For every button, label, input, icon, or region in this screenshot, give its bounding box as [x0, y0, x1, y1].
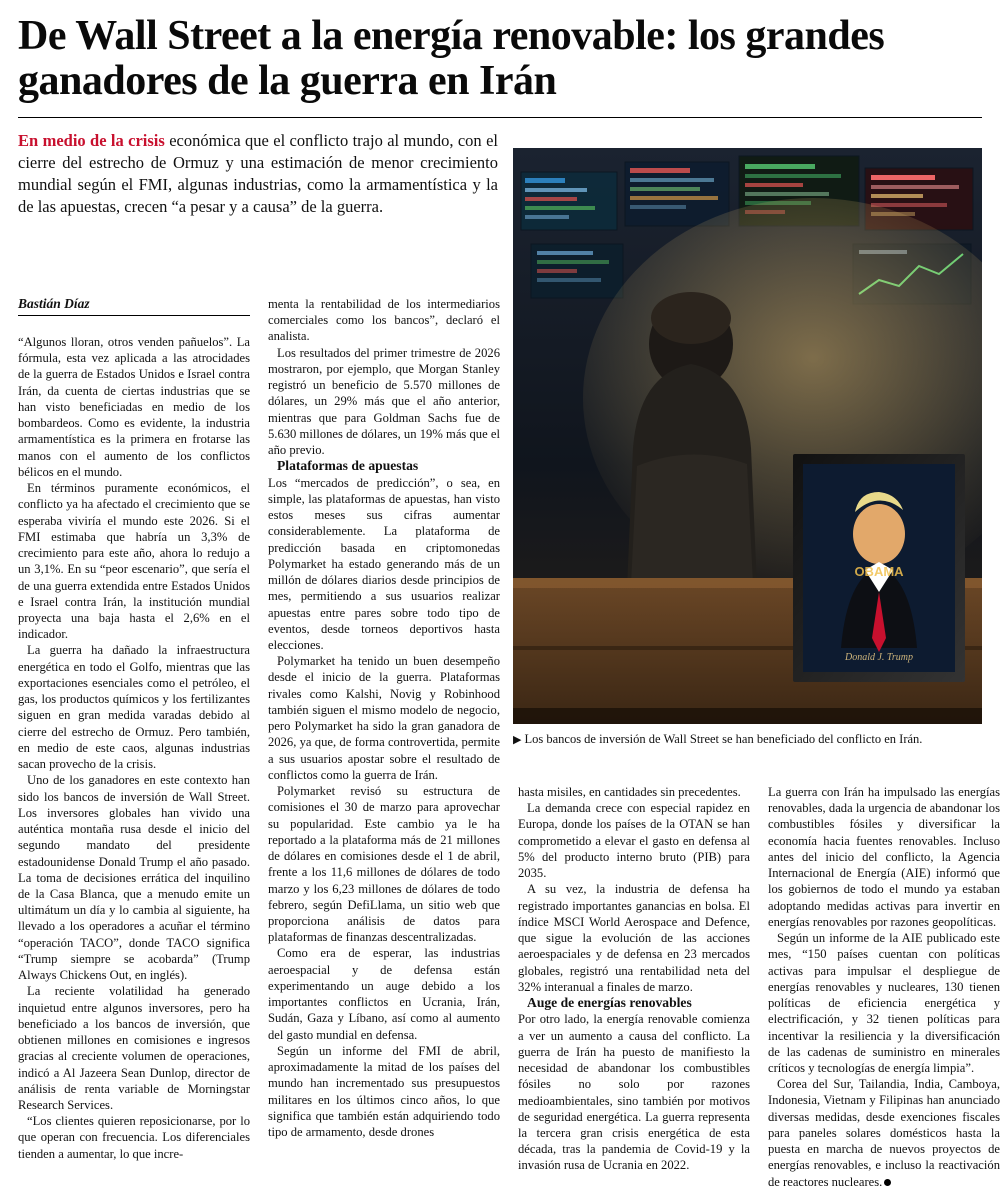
column-2 [268, 296, 500, 1140]
paragraph-text: Corea del Sur, Tailandia, India, Camboya, Indonesia, Vietnam y Filipinas han anunciado diversas medidas, desde exenciones fiscales para paneles solares domésticos hasta la puesta en marcha de nuevos proyectos de energías renovables, e incluso la reactivación de reactores nucleares. [768, 1077, 1000, 1189]
section-subhead-renewables: Auge de energías renovables [527, 995, 692, 1011]
page-title: De Wall Street a la energía renovable: los grandes ganadores de la guerra en Irán [18, 13, 885, 105]
paragraph: Según un informe del FMI de abril, aproximadamente la mitad de los países del mundo han incrementado sus presupuestos militares en los últimos cinco años, lo que significa que también están adquiriendo todo tipo de armamento, desde drones [268, 1043, 500, 1140]
paragraph: Polymarket revisó su estructura de comisiones el 30 de marzo para aprovechar su popularidad. Este cambio ya le ha reportado a la plataforma más de 21 millones de dólares en comisiones desde el 1 de abril, frente a los 11,6 millones de dólares de todo marzo y los 6,23 millones de dólares de todo febrero, según DefiLlama, un sitio web que proporciona análisis de datos para plataformas de finanzas descentralizadas. [268, 784, 500, 945]
paragraph [768, 1076, 1000, 1190]
photo-caption [513, 732, 982, 748]
hero-photo [513, 148, 982, 724]
paragraph: “Algunos lloran, otros venden pañuelos”. La fórmula, esta vez aplicada a las atrocidades de la guerra de Estados Unidos e Israel contra Irán, da cuenta de ciertas industrias que se han visto beneficiadas en medio de los bombardeos. Como es evidente, la industria armamentística es la primera en frotarse las manos con el aumento de los conflictos bélicos en el mundo. [18, 335, 250, 479]
svg-text:OBAMA: OBAMA [854, 564, 904, 579]
paragraph: Los resultados del primer trimestre de 2026 mostraron, por ejemplo, que Morgan Stanley registró un beneficio de 5.570 millones de dólares, un 29% más que el año anterior, mientras que para Goldman Sachs fue de 5.630 millones de dólares, un 19% más que el año previo. [268, 345, 500, 458]
paragraph: menta la rentabilidad de los intermediarios comerciales como los bancos”, declaró el analista. [268, 297, 500, 344]
author-byline: Bastián Díaz [18, 296, 90, 311]
caption-text: Los bancos de inversión de Wall Street se han beneficiado del conflicto en Irán. [524, 732, 923, 746]
newspaper-page [0, 14, 1000, 1193]
lede-kicker: En medio de la crisis [18, 130, 165, 150]
byline-block [18, 296, 250, 322]
lede-paragraph [18, 130, 498, 218]
paragraph: Como era de esperar, las industrias aeroespacial y de defensa están experimentando un auge debido a los importantes conflictos en Ucrania, Irán, Sudán, Gaza y Líbano, así como al aumento del gasto mundial en defensa. [268, 946, 500, 1042]
paragraph: Uno de los ganadores en este contexto han sido los bancos de inversión de Wall Street. Los inversores globales han vivido una auténtica montaña rusa desde el inicio del segundo mandato del presidente estadounidense Donald Trump el año pasado. La toma de decisiones errática del inquilino de la Casa Blanca, que a menudo emite un ultimátum un día y lo cambia al siguiente, ha llevado a los operadores a acuñar el término “operación TACO”, donde TACO significa “Trump siempre se acobarda” (Trump Always Chickens Out, en inglés). [18, 773, 250, 983]
framed-portrait [793, 454, 965, 682]
paragraph: La demanda crece con especial rapidez en Europa, donde los países de la OTAN se han comprometido a elevar el gasto en defensa al 5% del producto interno bruto (PIB) para 2035. [518, 801, 750, 881]
byline-divider [18, 315, 250, 316]
paragraph: Polymarket ha tenido un buen desempeño desde el inicio de la guerra. Plataformas rivales como Kalshi, Novig y Robinhood también siguen el mismo modelo de negocio, pero Polymarket ha sido la gran ganadora de 2026, ya que, de forma controvertida, permite a sus usuarios apostar sobre el resultado de conflictos como la guerra de Irán. [268, 654, 500, 782]
lede-body: económica que el conflicto trajo al mundo, con el cierre del estrecho de Ormuz y una estimación de menor crecimiento mundial según el FMI, algunas industrias, como la armamentística y la de las apuestas, crecen “a pesar y a causa” de la guerra. [18, 130, 498, 216]
paragraph: A su vez, la industria de defensa ha registrado importantes ganancias en bolsa. El índice MSCI World Aerospace and Defence, que sigue la evolución de las acciones aeroespaciales y de defensa en 23 mercados globales, registró una rentabilidad neta del 32% interanual a finales de marzo. [518, 882, 750, 994]
paragraph: Los “mercados de predicción”, o sea, en simple, las plataformas de apuestas, han visto estos meses sus cifras aumentar considerablemente. La plataforma de predicción basada en criptomonedas Polymarket ha estado generando más de un millón de dólares diarios desde principios de mes, permitiendo a sus usuarios realizar apuestas entre pares sobre todo tipo de eventos, desde torneos deportivos hasta elecciones. [268, 475, 500, 652]
paragraph: “Los clientes quieren reposicionarse, por lo que operan con frecuencia. Los diferenciales tienden a aumentar, lo que incre- [18, 1114, 250, 1161]
column-3 [518, 784, 750, 1174]
column-4 [768, 784, 1000, 1190]
paragraph: En términos puramente económicos, el conflicto ya ha afectado el crecimiento que se esperaba viviría el mundo este 2026. Si el FMI estimaba que habría un 3,3% de crecimiento para este año, ahora lo redujo a un 3,1%. En su “peor escenario”, que sería el de una guerra extendida entre Estados Unidos e Israel contra Irán, la institución mundial proyecta una baja hasta el 2,6% en el indicador. [18, 481, 250, 642]
caption-marker-icon: ▶ [513, 734, 522, 746]
section-subhead-betting: Plataformas de apuestas [277, 458, 419, 474]
column-1 [18, 334, 250, 1162]
trading-floor-photo [513, 148, 982, 724]
paragraph: La guerra ha dañado la infraestructura energética en todo el Golfo, mientras que las exportaciones esenciales como el petróleo, el gas, los productos químicos y los fertilizantes siguen en gran medida varadas debido al cierre del estrecho de Ormuz. Pero también, en medio de este caos, algunas industrias sacan provecho de la crisis. [18, 643, 250, 772]
paragraph: hasta misiles, en cantidades sin precedentes. [518, 785, 741, 799]
header-divider [18, 117, 982, 118]
paragraph: Según un informe de la AIE publicado este mes, “150 países cuentan con políticas activas para impulsar el despliegue de energías renovables y nucleares, 130 tienen políticas de eficiencia energética y electrificación, y 32 tienen políticas para incentivar la resiliencia y la diversificación de las cadenas de suministro en minerales críticos y tecnologías de energía limpia”. [768, 931, 1000, 1075]
portrait-caption: Donald J. Trump [844, 652, 914, 663]
paragraph: La reciente volatilidad ha generado inquietud entre algunos inversores, pero ha beneficiado a los bancos de inversión, que obtienen millones en comisiones e ingresos gracias al creciente volumen de operaciones, indicó a Al Jazeera Sean Dunlop, director de análisis de renta variable de Morningstar Research Services. [18, 984, 250, 1113]
paragraph: La guerra con Irán ha impulsado las energías renovables, dada la urgencia de abandonar los combustibles fósiles y diversificar la economía hacia fuentes renovables. Incluso antes del inicio del conflicto, la Agencia Internacional de Energía (AIE) informó que los gobiernos de todo el mundo ya estaban adoptando medidas activas para invertir en energías renovables por razones geopolíticas. [768, 785, 1000, 929]
paragraph: Por otro lado, la energía renovable comienza a ver un aumento a causa del conflicto. La guerra de Irán ha puesto de manifiesto la necesidad de abandonar los combustibles fósiles no solo por razones medioambientales, sino también por motivos de seguridad energética. La guerra representa la tercera gran crisis energética de esta década, tras la pandemia de Covid-19 y la invasión rusa de Ucrania en 2022. [518, 1012, 750, 1173]
end-of-article-mark [884, 1179, 891, 1186]
